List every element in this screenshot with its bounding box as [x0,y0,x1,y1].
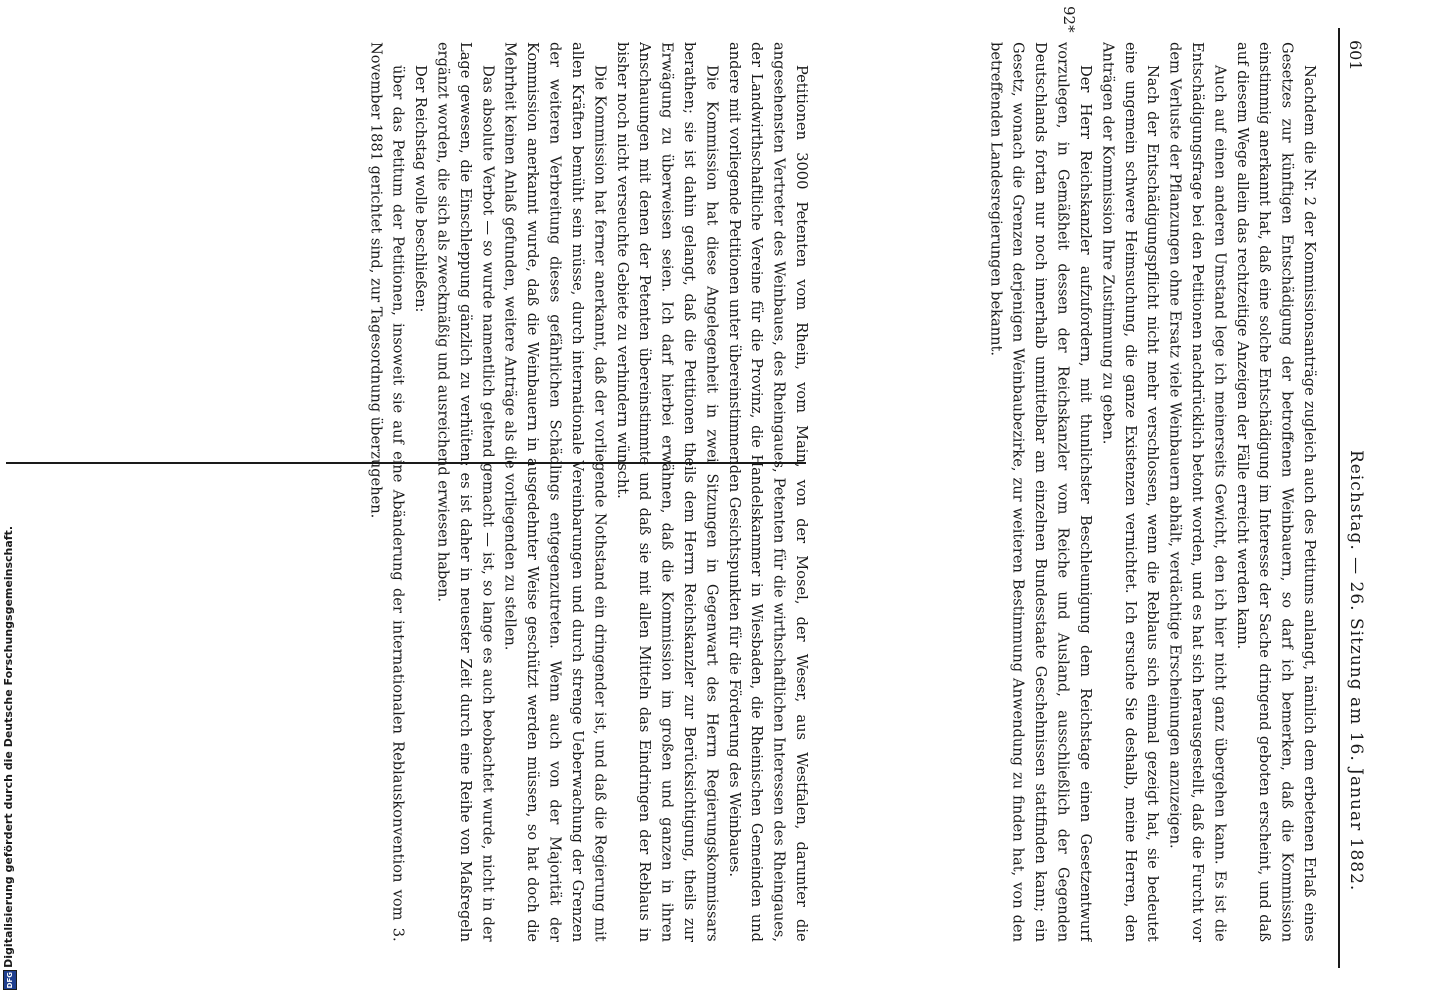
paragraph: Die Kommission hat diese Angelegenheit in zwei Sitzungen in Gegenwart des Herrn Regierungskommissars berathen; sie ist dahin gelangt, daß die Petitionen theils dem Herrn Reichskanzler zur Berücksichtigung, theils zur Erwägung zu überweisen seien. Ich darf hierbei erwähnen, daß die Kommission im großen und ganzen in ihren Anschauungen mit denen der Petenten übereinstimmte und daß sie mit allen Mitteln das Eindringen der Reblaus in bisher noch nicht verseuchte Gebiete zu verhindern wünscht. [613,42,721,942]
paragraph: Die Kommission hat ferner anerkannt, daß der vorliegende Nothstand ein dringender ist, und daß die Regierung mit allen Kräften bemüht sein müsse, durch internationale Vereinbarungen und durch strenge Ueberwachung der Grenzen der weiteren Verbreitung dieses gefährlichen Schädlings entgegenzutreten. Wenn auch von der Majorität der Kommission anerkannt wurde, daß die Weinbauern in ausgedehnter Weise geschützt werden müssen, so hat doch die Mehrheit keinen Anlaß gefunden, weitere Anträge als die vorliegenden zu stellen. [501,42,609,942]
paragraph: Der Herr Reichskanzler aufzufordern, mit thunlichster Beschleunigung dem Reichstage einen Gesetzentwurf vorzulegen, in Gemäßheit dessen der Reichskanzler vom Reiche und Ausland, ausschließlich der Gegenden Deutschlands fortan nur noch innerhalb unmittelbar am einzelnen Bundesstaate Geschehnissen stattfinden kann; ein Gesetz, wonach die Grenzen derjenigen Weinbaubezirke, zur weiteren Bestimmung Anwendung zu finden hat, von den betreffenden Landesregierungen bekannt. [987,42,1094,942]
dfg-logo-icon [3,970,17,990]
logo-text: DFG [6,971,14,989]
resolution-heading: Der Reichstag wolle beschließen: [412,65,430,313]
text-column-right [830,42,1320,942]
sheet-signature: 92* [1060,6,1078,33]
footer-credit: Digitalisierung gefördert durch die Deutsche Forschungsgemeinschaft. [2,526,15,968]
resolution-text: über das Petitum der Petitionen, insoweit sie auf eine Abänderung der internationalen Reblauskonvention vom 3. November 1881 gerichtet sind, zur Tagesordnung überzugehen. [367,42,407,942]
running-head: Reichstag. — 26. Sitzung am 16. Januar 1882. [1346,450,1366,892]
text-column-left [86,42,812,942]
paragraph: Nachdem die Nr. 2 der Kommissionsanträge zugleich auch des Petitums anlangt, nämlich dem erbetenen Erlaß eines Gesetzes zur künftigen Entschädigung der betroffenen Weinbauern, so darf ich bemerken, daß die Kommission einstimmig anerkannt hat, daß eine solche Entschädigung im Interesse der Sache dringend geboten erscheint, und daß auf diesem Wege allein das rechtzeitige Anzeigen der Fälle erreicht werden kann. [1233,42,1318,942]
paragraph: Das absolute Verbot — so wurde namentlich geltend gemacht — ist, so lange es auch beobachtet wurde, nicht in der Lage gewesen, die Einschleppung gänzlich zu verhüten; es ist daher in neuester Zeit durch eine Reihe von Maßregeln ergänzt worden, die sich als zweckmäßig und ausreichend erwiesen haben. [434,42,497,942]
digitization-footer [0,526,20,990]
paragraph: Nach der Entschädigungspflicht nicht mehr verschlossen, wenn die Reblaus sich einmal gezeigt hat, sie bedeutet eine ungemein schwere Heimsuchung, die ganze Existenzen vernichtet. Ich ersuche Sie deshalb, meine Herren, den Anträgen der Kommission Ihre Zustimmung zu geben. [1099,42,1162,942]
paragraph: Petitionen 3000 Petenten vom Rhein, vom Main, von der Mosel, der Weser, aus Westfalen, darunter die angesehensten Vertreter des Weinbaues, des Rheingaues, Petenten für die wirthschaftlichen Interessen des Rheingaues, der Landwirthschaftliche Vereine für die Provinz, die Handelskammer in Wiesbaden, die Rheinischen Gemeinden und andere mit vorliegende Petitionen unter übereinstimmenden Gesichtspunkten für die Förderung des Weinbaues. [725,42,810,942]
page-number: 601 [1346,40,1365,71]
paragraph: Auch auf einen anderen Umstand lege ich meinerseits Gewicht, den ich hier nicht ganz übergehen kann. Es ist die Entschädigungsfrage bei den Petitionen nachdrücklich betont worden, und es hat sich herausgestellt, daß die Furcht vor dem Verluste der Pflanzungen ohne Ersatz viele Weinbauern abhält, verdächtige Erscheinungen anzuzeigen. [1166,42,1229,942]
header-rule [1338,28,1340,968]
